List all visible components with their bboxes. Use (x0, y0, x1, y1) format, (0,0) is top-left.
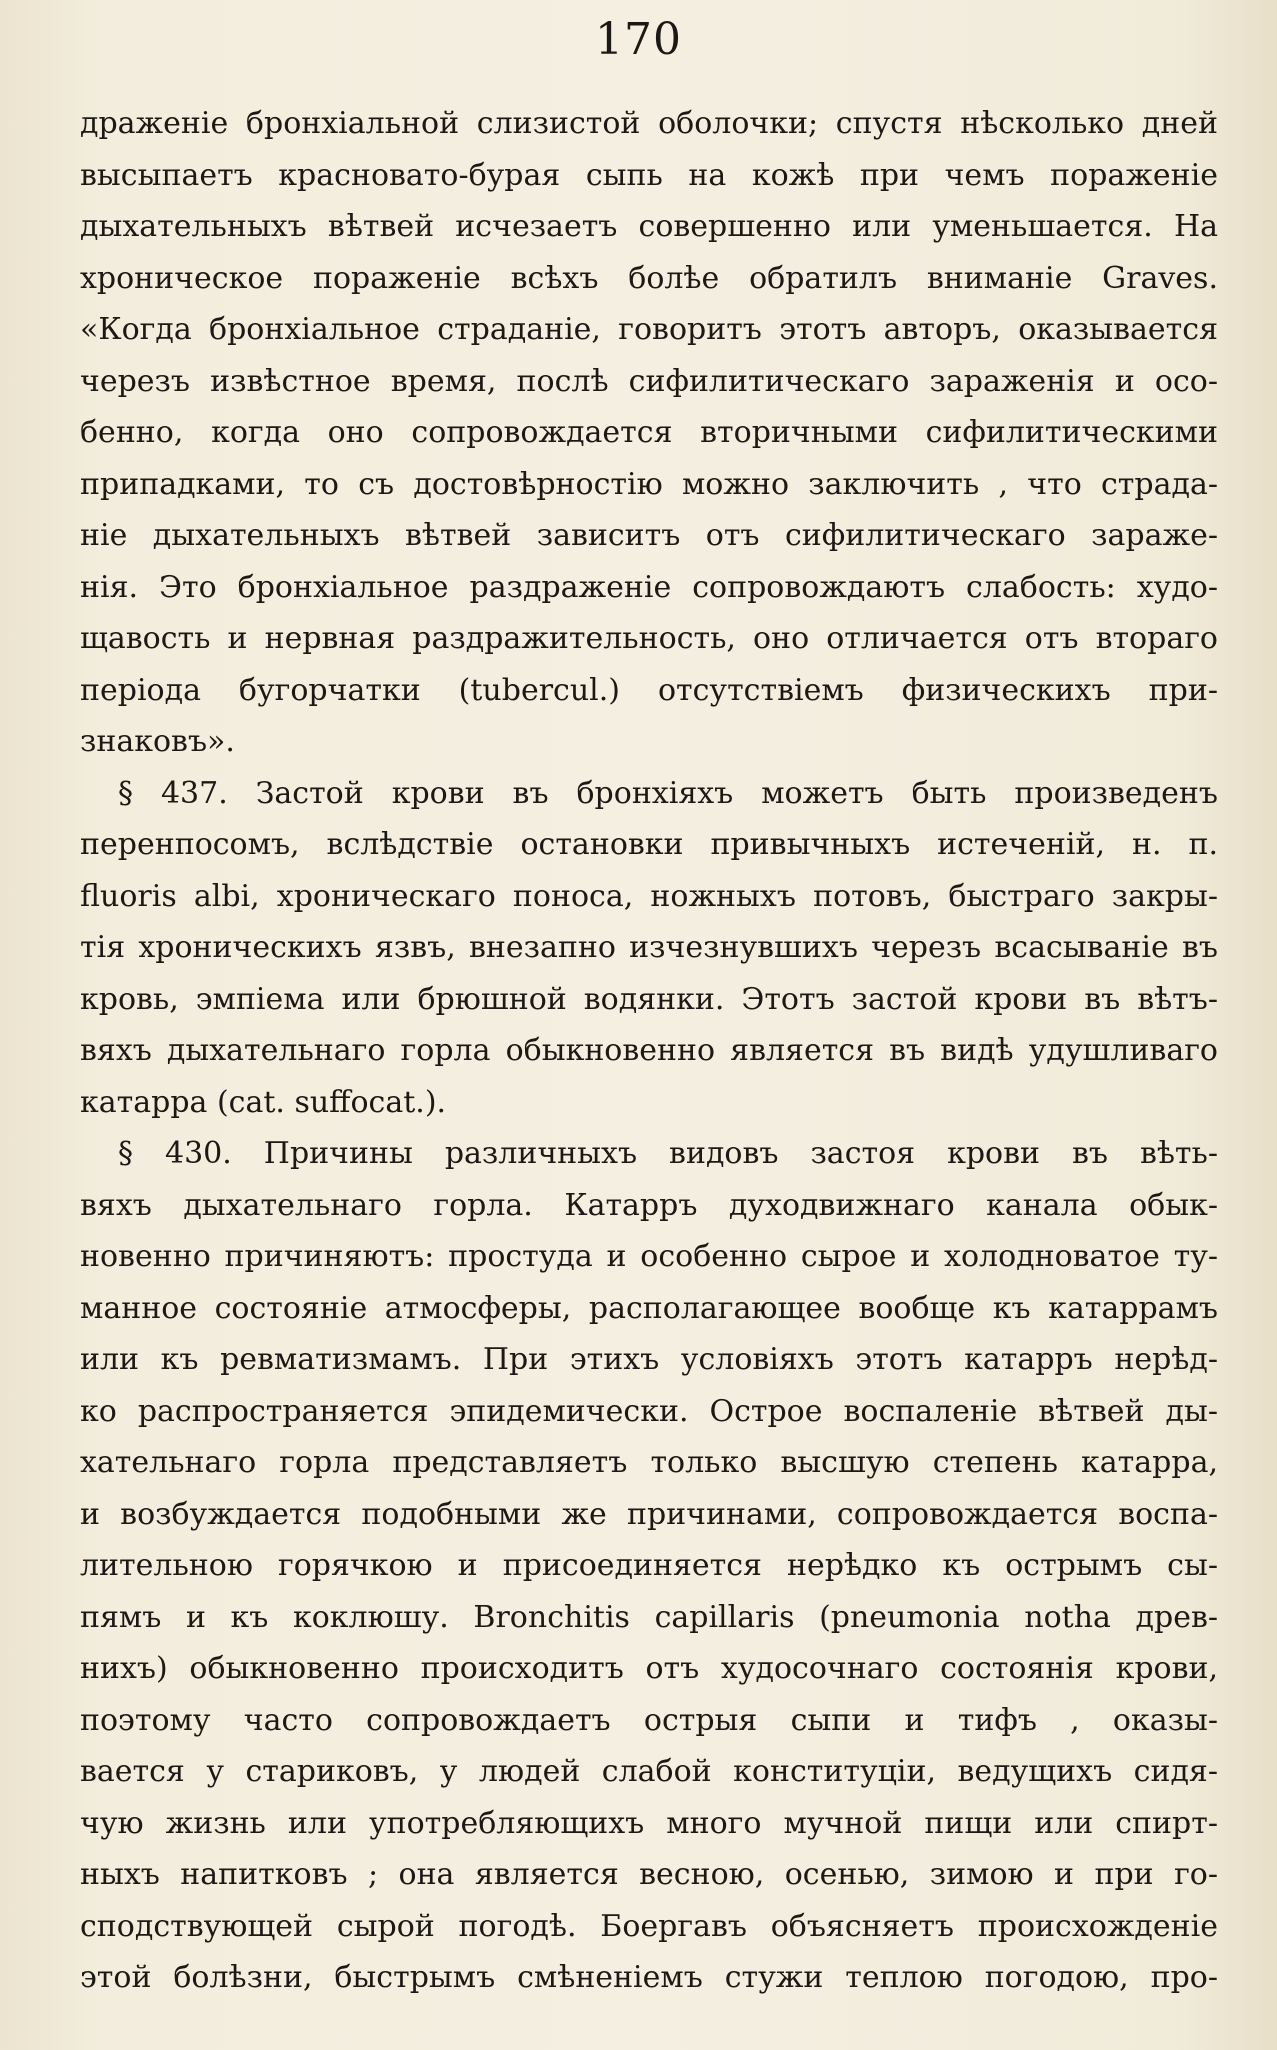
body-text (80, 98, 1218, 2004)
text-line: § 430. Причины различныхъ видовъ застоя крови въ вѣть- (118, 1136, 1218, 1171)
text-line: сподствующей сырой погодѣ. Боергавъ объясняетъ происхожденіе (80, 1908, 1218, 1944)
text-line: нія. Это бронхіальное раздраженіе сопровождаютъ слабость: худо- (80, 569, 1218, 605)
text-line: дыхательныхъ вѣтвей исчезаетъ совершенно или уменьшается. На (80, 209, 1218, 244)
text-line: чую жизнь или употребляющихъ много мучной пищи или спирт- (80, 1805, 1218, 1841)
page-number: 170 (595, 14, 682, 65)
text-line: этой болѣзни, быстрымъ смѣненіемъ стужи теплою погодою, про- (80, 1960, 1218, 1995)
text-line: тія хроническихъ язвъ, внезапно изчезнувшихъ черезъ всасываніе въ (80, 930, 1218, 965)
text-line: бенно, когда оно сопровождается вторичными сифилитическими (80, 415, 1218, 450)
text-line: катарра (cat. suffocat.). (80, 1084, 447, 1120)
text-line: ніе дыхательныхъ вѣтвей зависитъ отъ сифилитическаго зараже- (80, 518, 1218, 553)
text-line: знаковъ». (80, 724, 235, 759)
text-line: § 437. Застой крови въ бронхіяхъ можетъ быть произведенъ (118, 775, 1218, 811)
text-line: перенпосомъ, вслѣдствіе остановки привычныхъ истеченій, н. п. (80, 827, 1218, 862)
text-line: кровь, эмпіема или брюшной водянки. Этотъ застой крови въ вѣтъ- (80, 981, 1218, 1017)
text-line: вяхъ дыхательнаго горла обыкновенно является въ видѣ удушливаго (80, 1033, 1218, 1068)
text-line: поэтому часто сопровождаетъ острыя сыпи и тифъ , оказы- (80, 1702, 1218, 1738)
text-line: ко распространяется эпидемически. Острое воспаленіе вѣтвей ды- (80, 1393, 1218, 1429)
text-line: хроническое пораженіе всѣхъ болѣе обратилъ вниманіе Graves. (80, 260, 1218, 296)
text-line: вяхъ дыхательнаго горла. Катарръ духодвижнаго канала обык- (80, 1187, 1218, 1223)
text-line: драженіе бронхіальной слизистой оболочки; спустя нѣсколько дней (80, 106, 1218, 141)
text-line: высыпаетъ красновато-бурая сыпь на кожѣ при чемъ пораженіе (80, 157, 1218, 193)
text-line: или къ ревматизмамъ. При этихъ условіяхъ этотъ катарръ нерѣд- (80, 1342, 1218, 1377)
text-line: вается у стариковъ, у людей слабой конституціи, ведущихъ сидя- (80, 1754, 1218, 1789)
text-line: нихъ) обыкновенно происходитъ отъ худосочнаго состоянія крови, (80, 1651, 1218, 1686)
text-line: fluoris albi, хроническаго поноса, ножныхъ потовъ, быстраго закры- (80, 878, 1218, 914)
text-line: «Когда бронхіальное страданіе, говоритъ этотъ авторъ, оказывается (80, 312, 1218, 347)
text-line: періода бугорчатки (tubercul.) отсутствіемъ физическихъ при- (80, 672, 1218, 708)
text-line: пямъ и къ коклюшу. Bronchitis capillaris (pneumonia notha древ- (80, 1599, 1218, 1635)
text-line: манное состояніе атмосферы, располагающее вообще къ катаррамъ (80, 1290, 1218, 1326)
text-line: хательнаго горла представляетъ только высшую степень катарра, (80, 1445, 1218, 1480)
text-line: припадками, то съ достовѣрностію можно заключить , что страда- (80, 466, 1218, 502)
text-line: и возбуждается подобными же причинами, сопровождается воспа- (80, 1496, 1218, 1532)
text-line: новенно причиняютъ: простуда и особенно сырое и холодноватое ту- (80, 1239, 1218, 1274)
text-line: щавость и нервная раздражительность, оно отличается отъ втораго (80, 621, 1218, 656)
text-line: черезъ извѣстное время, послѣ сифилитическаго зараженія и осо- (80, 363, 1218, 399)
text-line: ныхъ напитковъ ; она является весною, осенью, зимою и при го- (80, 1857, 1218, 1892)
text-line: лительною горячкою и присоединяется нерѣдко къ острымъ сы- (80, 1548, 1218, 1583)
